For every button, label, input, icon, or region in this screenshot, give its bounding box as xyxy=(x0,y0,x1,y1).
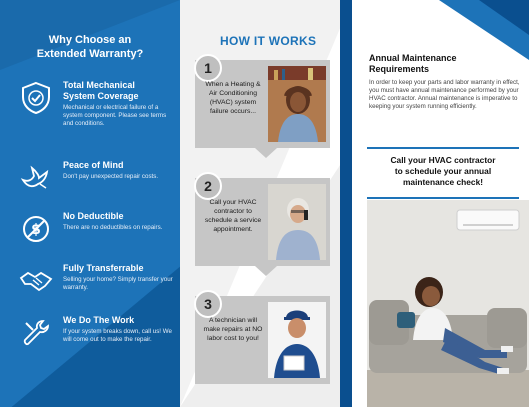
photo-woman-on-phone xyxy=(268,184,326,260)
decor-shape xyxy=(479,0,529,35)
benefit-description: Selling your home? Simply transfer your warranty. xyxy=(63,276,173,291)
photo-frustrated-woman xyxy=(268,66,326,142)
benefit-heading: Peace of Mind xyxy=(63,160,124,170)
benefit-description: Mechanical or electrical failure of a system component. Please see terms and conditions. xyxy=(63,104,167,127)
photo-technician xyxy=(268,302,326,378)
step-text: A technician will make repairs at NO labor cost to you! xyxy=(203,317,263,342)
step-arrow xyxy=(255,266,277,276)
benefits-title-line: Why Choose an xyxy=(48,34,132,46)
no-dollar-icon xyxy=(18,211,54,247)
step-text: When a Heating & Air Conditioning (HVAC) system failure occurs... xyxy=(205,81,261,115)
maintenance-title-line: Requirements xyxy=(369,64,430,74)
shield-check-icon xyxy=(18,80,54,116)
benefit-heading: No Deductible xyxy=(63,211,124,221)
photo-woman-on-couch xyxy=(367,200,529,407)
handshake-icon xyxy=(18,263,54,299)
benefit-description: Don't pay unexpected repair costs. xyxy=(63,173,159,180)
how-it-works-title: HOW IT WORKS xyxy=(220,34,317,48)
svg-text:$: $ xyxy=(31,222,41,238)
step-text: Call your HVAC contractor to schedule a service appointment. xyxy=(204,199,262,233)
benefit-heading: We Do The Work xyxy=(63,315,135,325)
benefits-title-line: Extended Warranty? xyxy=(36,48,144,60)
decor-strip xyxy=(340,0,352,407)
step-arrow xyxy=(255,148,277,158)
benefits-panel xyxy=(0,0,180,407)
how-it-works-panel xyxy=(180,0,352,407)
step-2 xyxy=(195,178,330,266)
benefit-heading: System Coverage xyxy=(63,91,139,101)
cta-line: to schedule your annual xyxy=(394,166,492,176)
benefits-title xyxy=(0,33,180,61)
maintenance-title xyxy=(369,53,519,75)
benefit-description: There are no deductibles on repairs. xyxy=(63,224,163,231)
step-1 xyxy=(195,60,330,148)
call-to-action xyxy=(367,147,519,199)
step-number: 1 xyxy=(194,54,222,82)
step-number: 3 xyxy=(194,290,222,318)
step-number: 2 xyxy=(194,172,222,200)
maintenance-panel xyxy=(352,0,529,407)
wrench-icon xyxy=(18,315,54,351)
cta-line: maintenance check! xyxy=(402,177,484,187)
cta-line: Call your HVAC contractor xyxy=(390,155,496,165)
maintenance-body: In order to keep your parts and labor warranty in effect, you must have annual maintenance performed by your HVAC contractor. Annual maintenance is imperative to keeping your system running efficiently. xyxy=(369,79,520,110)
maintenance-title-line: Annual Maintenance xyxy=(369,53,457,63)
step-3 xyxy=(195,296,330,384)
call-to-action-text xyxy=(367,149,519,188)
benefit-heading: Total Mechanical xyxy=(63,80,135,90)
dove-icon xyxy=(18,160,54,196)
benefit-description: If your system breaks down, call us! We will come out to make the repair. xyxy=(63,328,172,343)
benefit-heading: Fully Transferrable xyxy=(63,263,144,273)
